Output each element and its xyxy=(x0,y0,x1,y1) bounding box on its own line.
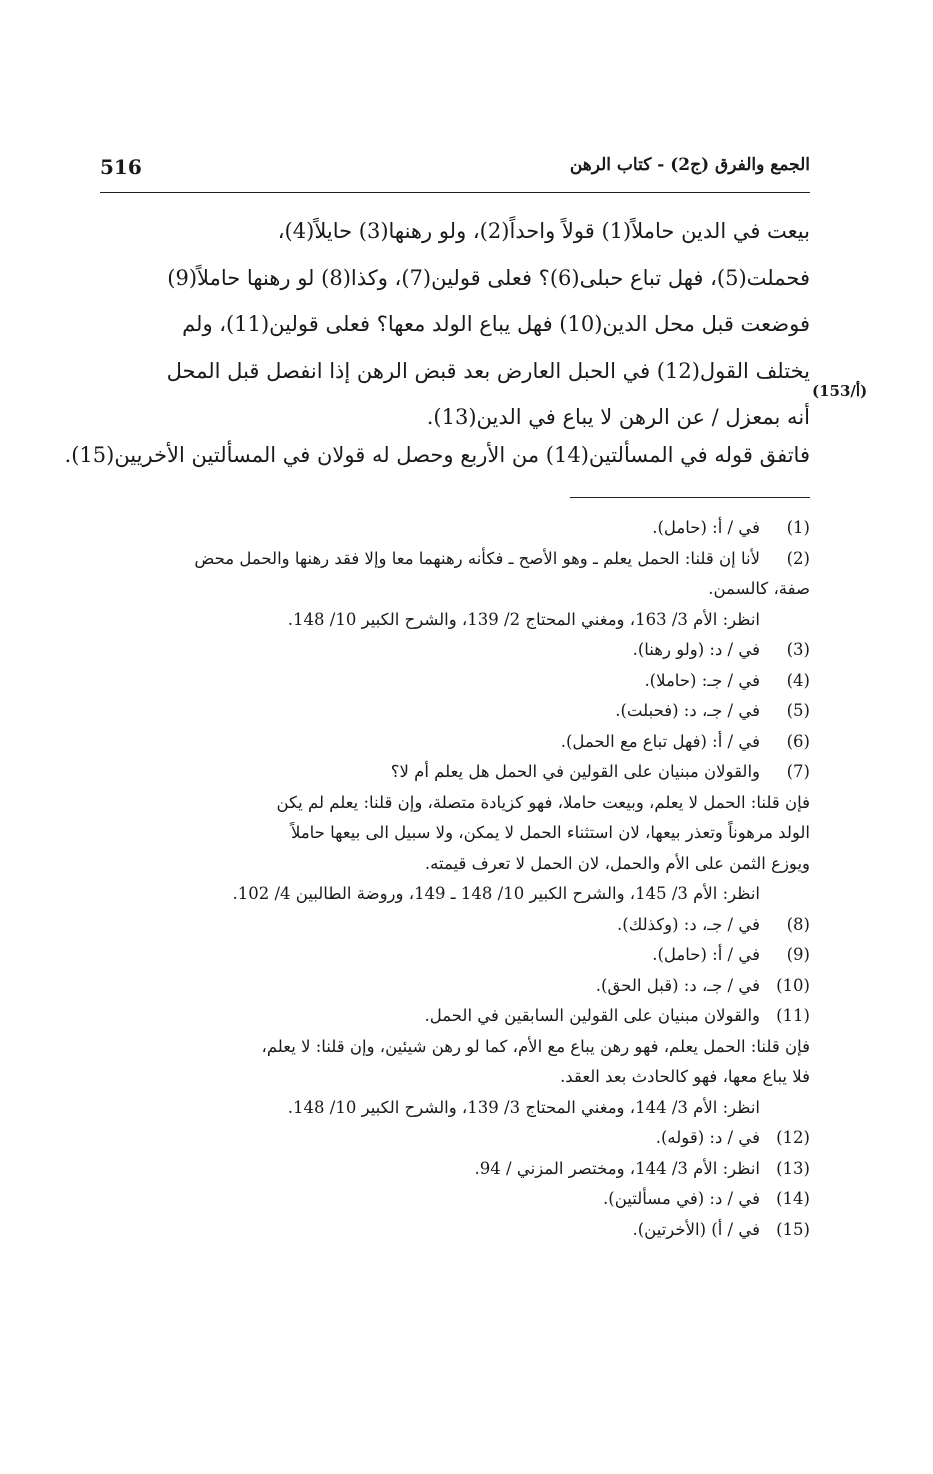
footnote-number: (15) xyxy=(776,1219,810,1239)
footnote-text: في / جـ، د: (وكذلك). xyxy=(617,914,760,934)
footnote-continuation: صفة، كالسمن. xyxy=(708,579,810,598)
footnote-text: في / أ) (الأخرتين). xyxy=(632,1219,760,1239)
footnote-number: (6) xyxy=(786,731,810,751)
footnote-reference: انظر: الأم 3/ 145، والشرح الكبير 10/ 148 ـ 149، وروضة الطالبين 4/ 102. xyxy=(232,884,760,903)
footnote-line xyxy=(100,727,810,758)
footnote-item xyxy=(100,544,810,636)
footnote-line xyxy=(100,1215,810,1246)
footnote-text: في / د: (قوله). xyxy=(655,1128,760,1147)
footnote-line xyxy=(100,940,810,971)
footnote-number: (7) xyxy=(786,762,810,781)
footnote-item xyxy=(100,1184,810,1215)
footnote-item xyxy=(100,1123,810,1154)
main-line: أنه بمعزل / عن الرهن لا يباع في الدين(13). xyxy=(426,405,810,429)
footnote-reference: انظر: الأم 3/ 163، ومغني المحتاج 2/ 139، والشرح الكبير 10/ 148. xyxy=(287,609,760,629)
footnote-number: (3) xyxy=(786,640,810,659)
footnote-text: في / أ: (حامل). xyxy=(652,945,760,964)
summary-paragraph: فاتفق قوله في المسألتين(14) من الأربع وحصل له قولان في المسألتين الأخريين(15). xyxy=(64,443,810,467)
footnote-text: في / جـ، د: (فحبلت). xyxy=(615,701,760,720)
footnote-rule xyxy=(570,497,810,498)
footnote-continuation: فإن قلنا: الحمل يعلم، فهو رهن يباع مع الأم، كما لو رهن شيئين، وإن قلنا: لا يعلم، xyxy=(261,1036,810,1056)
footnote-number: (14) xyxy=(776,1189,810,1208)
footnote-number: (1) xyxy=(786,518,810,537)
footnote-line xyxy=(100,635,810,666)
footnote-number: (11) xyxy=(776,1006,810,1025)
footnote-continuation: فلا يباع معها، فهو كالحادث بعد العقد. xyxy=(560,1067,810,1086)
footnote-number: (9) xyxy=(786,945,810,964)
footnote-reference: انظر: الأم 3/ 144، ومغني المحتاج 3/ 139، والشرح الكبير 10/ 148. xyxy=(287,1097,760,1117)
footnote-line xyxy=(100,513,810,544)
footnote-number: (10) xyxy=(776,975,810,995)
main-text xyxy=(98,208,810,441)
footnote-item xyxy=(100,757,810,910)
footnote-text: في / د: (في مسألتين). xyxy=(603,1189,760,1208)
footnote-continuation: ويوزع الثمن على الأم والحمل، لان الحمل لا تعرف قيمته. xyxy=(424,853,810,873)
footnote-continuation: الولد مرهوناً وتعذر بيعها، لان استثناء الحمل لا يمكن، ولا سبيل الى بيعها حاملاً xyxy=(290,823,810,842)
footnote-line xyxy=(100,1001,810,1032)
footnote-item xyxy=(100,1215,810,1246)
footnote-line xyxy=(100,757,810,788)
header-rule xyxy=(100,192,810,193)
footnote-line xyxy=(100,544,810,575)
footnote-item xyxy=(100,971,810,1002)
page-number: 516 xyxy=(100,155,142,179)
footnote-number: (12) xyxy=(776,1128,810,1147)
footnote-text: في / أ: (فهل تباع مع الحمل). xyxy=(560,731,760,751)
footnote-line xyxy=(100,1123,810,1154)
running-title: الجمع والفرق (ج2) - كتاب الرهن xyxy=(569,155,810,175)
footnotes xyxy=(100,513,810,1245)
footnote-text: لأنا إن قلنا: الحمل يعلم ـ وهو الأصح ـ فكأنه رهنهما معا وإلا فقد رهنها والحمل محض xyxy=(194,548,760,568)
footnote-continuation: فإن قلنا: الحمل لا يعلم، وبيعت حاملا، فهو كزيادة متصلة، وإن قلنا: يعلم لم يكن xyxy=(276,792,810,812)
footnote-item xyxy=(100,1154,810,1185)
page-header xyxy=(100,155,810,191)
footnote-item xyxy=(100,940,810,971)
footnote-line xyxy=(100,971,810,1002)
footnote-text: في / جـ، د: (قبل الحق). xyxy=(595,975,760,995)
footnote-text: والقولان مبنيان على القولين السابقين في الحمل. xyxy=(424,1006,760,1025)
footnote-item xyxy=(100,696,810,727)
footnote-line xyxy=(100,910,810,941)
footnote-item xyxy=(100,1001,810,1123)
footnote-item xyxy=(100,513,810,544)
main-line: فوضعت قبل محل الدين(10) فهل يباع الولد معها؟ فعلى قولين(11)، ولم xyxy=(182,312,810,336)
footnote-line xyxy=(100,666,810,697)
footnote-line xyxy=(100,1154,810,1185)
footnote-item xyxy=(100,635,810,666)
footnote-number: (5) xyxy=(786,701,810,720)
main-line: بيعت في الدين حاملاً(1) قولاً واحداً(2)، ولو رهنها(3) حايلاً(4)، xyxy=(277,219,810,243)
footnote-text: في / أ: (حامل). xyxy=(652,518,760,537)
footnote-text: في / جـ: (حاملا). xyxy=(644,670,760,690)
footnote-item xyxy=(100,727,810,758)
footnote-item xyxy=(100,910,810,941)
footnote-number: (13) xyxy=(776,1158,810,1178)
footnote-text: انظر: الأم 3/ 144، ومختصر المزني / 94. xyxy=(474,1158,760,1178)
footnote-number: (4) xyxy=(786,670,810,690)
footnote-number: (2) xyxy=(786,548,810,568)
footnote-number: (8) xyxy=(786,914,810,934)
footnote-line xyxy=(100,696,810,727)
footnote-text: والقولان مبنيان على القولين في الحمل هل يعلم أم لا؟ xyxy=(390,762,760,781)
footnote-line xyxy=(100,1184,810,1215)
footnote-text: في / د: (ولو رهنا). xyxy=(632,640,760,659)
footnote-item xyxy=(100,666,810,697)
main-line: فحملت(5)، فهل تباع حبلى(6)؟ فعلى قولين(7)، وكذا(8) لو رهنها حاملاً(9) xyxy=(167,265,810,290)
main-line: يختلف القول(12) في الحبل العارض بعد قبض الرهن إذا انفصل قبل المحل xyxy=(166,358,810,383)
manuscript-folio-note: (153/أ) xyxy=(812,382,868,400)
